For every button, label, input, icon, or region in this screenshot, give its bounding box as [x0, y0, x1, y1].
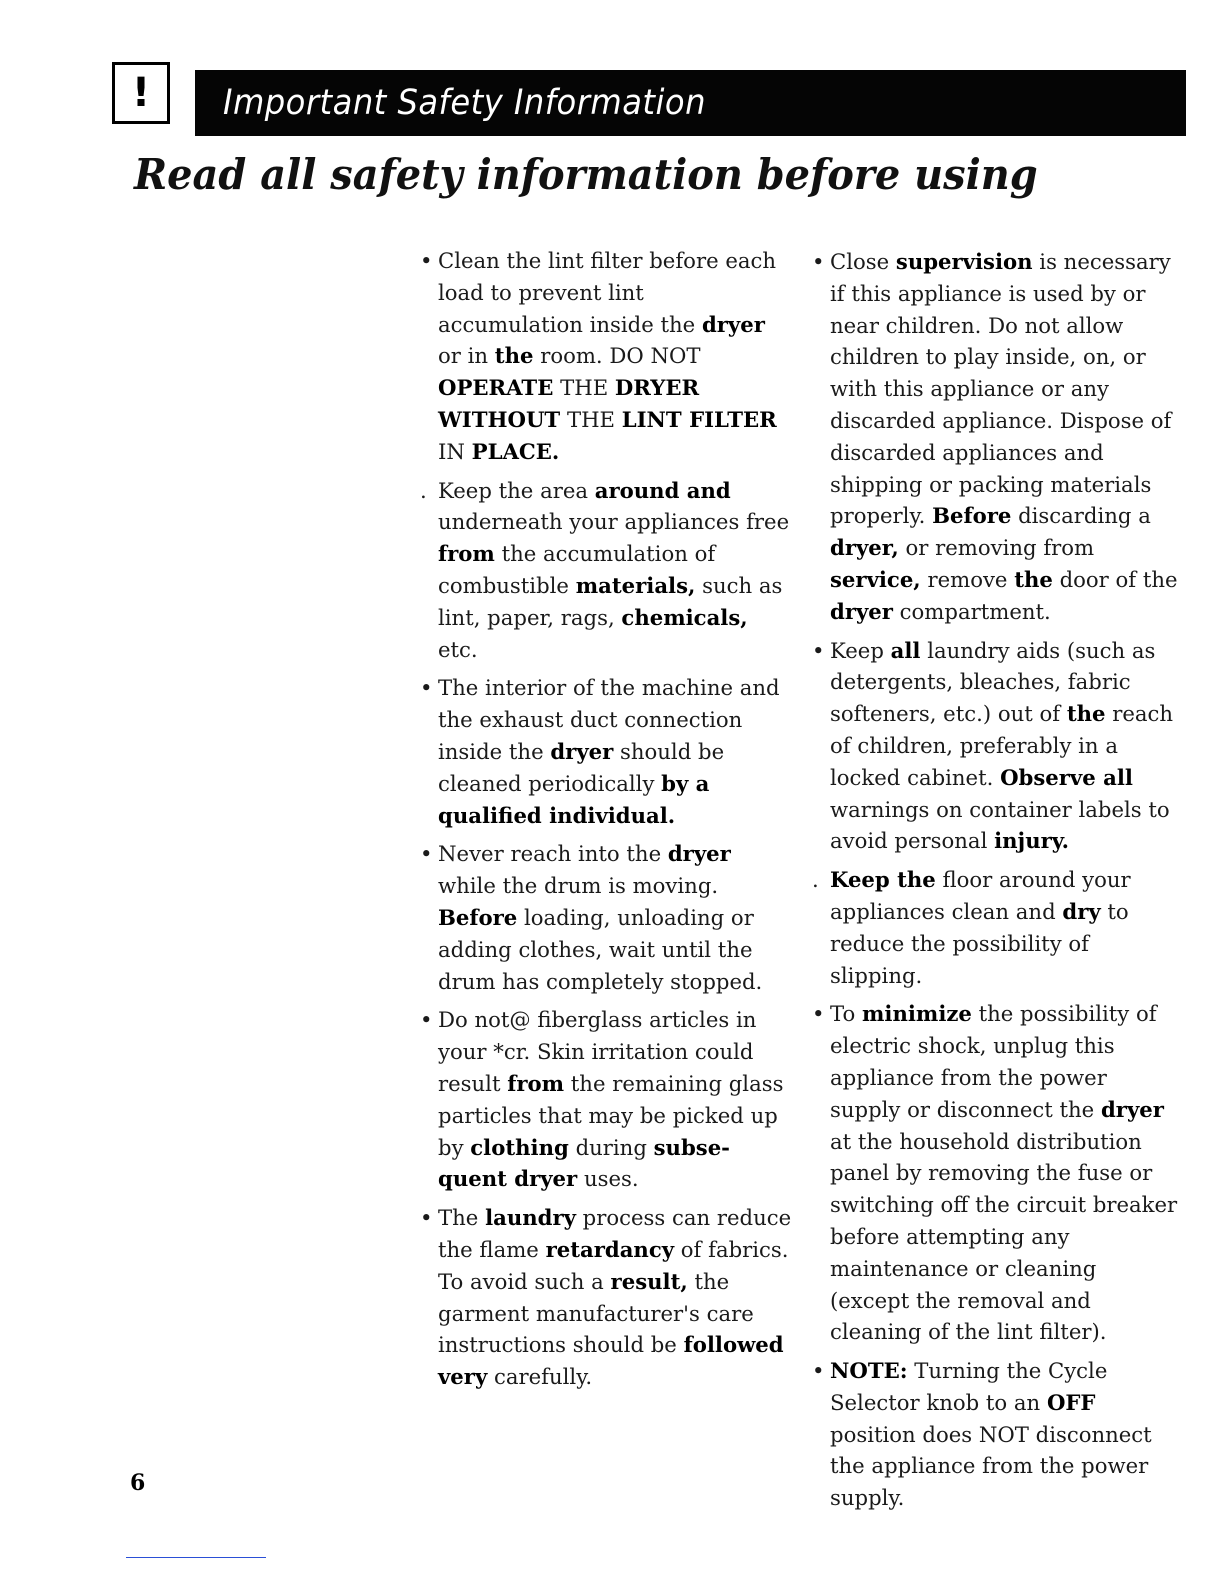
bullet-icon: • — [420, 841, 433, 867]
text: while the drum is moving. — [438, 873, 719, 899]
bold-text: clothing — [470, 1134, 569, 1160]
bold-text: retardancy — [545, 1236, 675, 1262]
text: laundry aids (such as detergents, bleaches, fabric softeners, etc.) out of — [830, 637, 1156, 727]
bold-text: result, — [610, 1268, 688, 1294]
text: IN — [438, 438, 472, 464]
header-bar — [195, 70, 1186, 136]
text: room. DO NOT — [533, 343, 701, 369]
safety-item-text — [830, 1355, 1182, 1514]
bold-text: Before — [438, 904, 518, 930]
safety-item — [812, 1355, 1182, 1514]
text: or removing from — [898, 535, 1095, 561]
bold-text: dryer, — [830, 535, 899, 561]
text: the garment manufacturer's care instructions should be — [438, 1268, 754, 1358]
safety-item — [420, 838, 792, 997]
text: The interior of the machine and the exhaust duct connection inside the — [438, 675, 780, 764]
bold-text: from — [438, 541, 495, 567]
bold-text: followed very — [438, 1332, 784, 1390]
bold-text: by a qualified individual. — [438, 770, 710, 828]
text: Keep the area — [438, 477, 595, 503]
text: THE — [553, 375, 615, 401]
text: Never reach into the — [438, 841, 668, 867]
text: uses. — [577, 1166, 639, 1192]
bullet-icon: • — [812, 1358, 825, 1384]
bold-text: DRYER WITHOUT — [438, 375, 700, 432]
safety-item — [812, 864, 1182, 991]
text: loading, unloading or adding clothes, wait until the drum has completely stopped. — [438, 904, 763, 994]
bold-text: the — [494, 343, 534, 369]
page-number: 6 — [130, 1470, 146, 1496]
text: door of the — [1052, 566, 1178, 592]
text: the possibility of electric shock, unplug this appliance from the power supply or disconnect the — [830, 1001, 1157, 1122]
text: etc. — [438, 636, 478, 662]
bottom-rule — [126, 1557, 266, 1558]
bullet-icon: • — [812, 637, 825, 663]
bold-text: dryer — [701, 311, 765, 337]
bullet-icon: • — [420, 1007, 433, 1033]
bold-text: subse-quent dryer — [438, 1134, 730, 1192]
text: carefully. — [487, 1364, 593, 1390]
safety-item — [812, 998, 1182, 1348]
text: Keep — [830, 637, 891, 663]
exclamation-icon: ! — [131, 70, 151, 116]
bullet-icon: • — [812, 1001, 825, 1027]
text: warnings on container labels to avoid personal — [830, 796, 1170, 854]
bullet-icon: • — [420, 248, 433, 273]
bold-text: dryer — [830, 598, 893, 624]
bold-text: the — [1014, 566, 1053, 592]
text: of fabrics. To avoid such a — [438, 1236, 789, 1294]
text: The — [438, 1205, 486, 1231]
bold-text: dry — [1062, 898, 1101, 924]
bold-text: all — [890, 637, 921, 663]
bold-text: service, — [830, 566, 921, 592]
bold-text: injury. — [994, 828, 1070, 854]
bold-text: Before — [932, 503, 1012, 529]
bold-text: OPERATE — [438, 375, 554, 401]
bold-text: LINT FILTER — [621, 406, 777, 432]
safety-item — [812, 246, 1182, 628]
bold-text: OFF — [1046, 1389, 1096, 1415]
safety-item-text — [830, 998, 1182, 1348]
text: should be cleaned periodically — [438, 738, 725, 796]
bold-text: PLACE. — [471, 438, 560, 464]
text: the accumulation of combustible — [438, 541, 716, 598]
safety-item-text — [830, 635, 1182, 858]
safety-item — [812, 635, 1182, 858]
bold-text: Keep the — [830, 867, 936, 893]
safety-item-text — [438, 1202, 792, 1393]
text: position does NOT disconnect the appliance from the power supply. — [830, 1421, 1152, 1511]
text: floor around your appliances clean and — [830, 867, 1131, 924]
safety-item-text — [438, 838, 792, 997]
bold-text: materials, — [575, 572, 696, 598]
page-subtitle: Read all safety information before using — [134, 150, 1038, 199]
header-title: Important Safety Information — [223, 83, 706, 123]
safety-item — [420, 1004, 792, 1195]
bold-text: supervision — [895, 249, 1033, 274]
text: at the household distribution panel by removing the fuse or switching off the circuit breaker before attempting any maintenance or cleaning (except the removal and cleaning of the lint filter). — [830, 1128, 1178, 1345]
safety-item — [420, 1202, 792, 1393]
safety-item-text — [830, 246, 1182, 628]
bullet-icon: • — [420, 1205, 433, 1231]
safety-item-text — [438, 475, 792, 666]
bold-text: dryer — [550, 738, 614, 764]
safety-item — [420, 475, 792, 666]
right-column — [812, 246, 1182, 1521]
left-column — [420, 245, 792, 1400]
text: reach of children, preferably in a locked cabinet. — [830, 701, 1174, 790]
bold-text: laundry — [485, 1205, 576, 1231]
bold-text: the — [1066, 701, 1106, 727]
bold-text: Observe all — [1000, 764, 1133, 790]
text: THE — [560, 406, 622, 432]
text: such as lint, paper, rags, — [438, 572, 783, 630]
bullet-icon: . — [420, 477, 427, 503]
bold-text: NOTE: — [830, 1358, 908, 1384]
bullet-icon: . — [812, 867, 819, 893]
text: Turning the Cycle Selector knob to an — [830, 1358, 1108, 1415]
bold-text: minimize — [861, 1001, 972, 1027]
text: Clean the lint filter before each load to prevent lint accumulation inside the — [438, 248, 777, 337]
safety-item — [420, 245, 792, 468]
text: process can reduce the flame — [438, 1205, 792, 1262]
safety-item-text — [438, 245, 792, 468]
warning-icon-box — [112, 62, 170, 124]
text: or in — [438, 343, 495, 369]
text: discarding a — [1011, 503, 1151, 529]
text: Close — [830, 249, 896, 274]
bullet-icon: • — [812, 249, 825, 274]
bullet-icon: • — [420, 675, 433, 701]
text: Do not@ fiberglass articles in your *cr. Skin irritation could result — [438, 1007, 757, 1096]
safety-item-text — [830, 864, 1182, 991]
text: compartment. — [892, 598, 1051, 624]
bold-text: dryer — [667, 841, 731, 867]
bold-text: from — [507, 1070, 565, 1096]
bold-text: around and — [594, 477, 731, 503]
text: to reduce the possibility of slipping. — [830, 898, 1129, 988]
text: To — [830, 1001, 862, 1027]
safety-item — [420, 672, 792, 831]
safety-item-text — [438, 1004, 792, 1195]
text: underneath your appliances free — [438, 509, 790, 535]
text: during — [568, 1134, 654, 1160]
text: is necessary if this appliance is used by or near children. Do not allow children to play inside, on, or with this appliance or any discarded appliance. Dispose of discarded appliances and shipping or packing materials properly. — [830, 249, 1172, 529]
bold-text: dryer — [1100, 1096, 1164, 1122]
text: the remaining glass particles that may be picked up by — [438, 1070, 784, 1160]
text: remove — [920, 566, 1015, 592]
safety-item-text — [438, 672, 792, 831]
bold-text: chemicals, — [621, 604, 748, 630]
